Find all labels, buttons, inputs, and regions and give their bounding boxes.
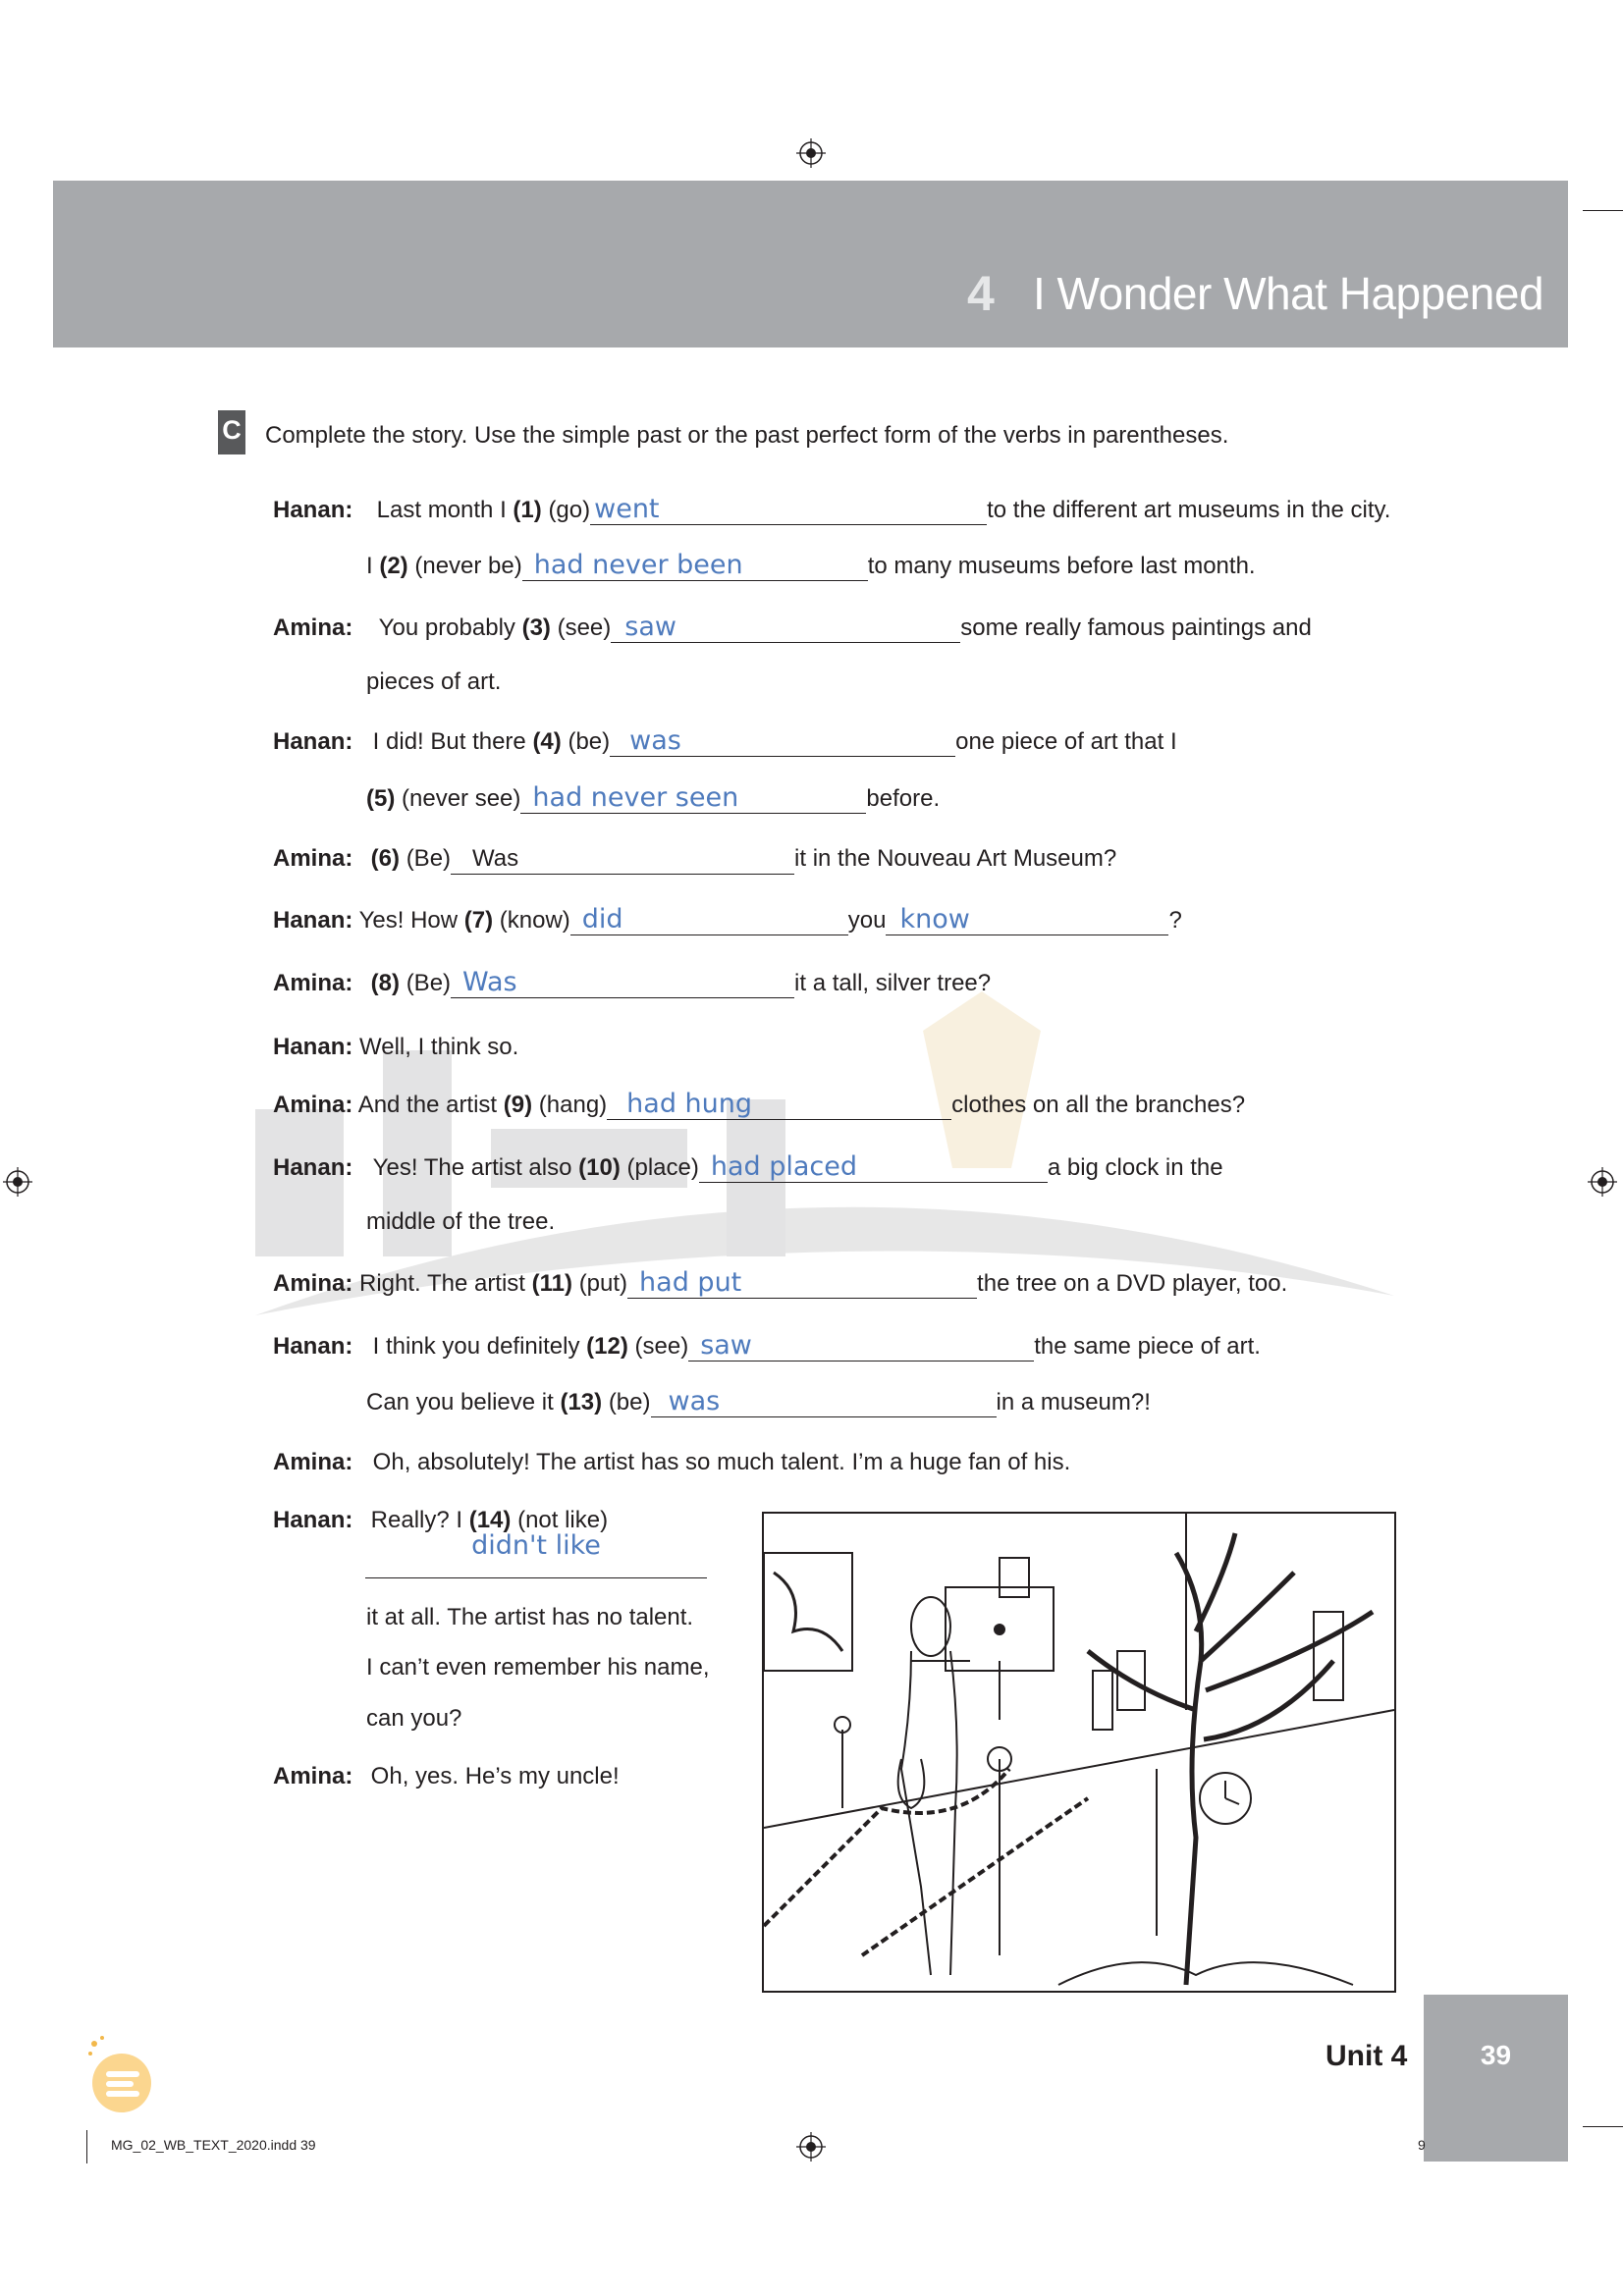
footer-page-tab — [1424, 1995, 1568, 2162]
answer-text: had never been — [533, 550, 743, 580]
speaker-label: Amina: — [273, 1763, 353, 1789]
line-text: Right. The artist — [359, 1270, 525, 1297]
line-text: a big clock in the — [1047, 1154, 1223, 1181]
line-text: And the artist — [357, 1092, 498, 1118]
line-text: Last month I — [376, 497, 507, 523]
unit-title: I Wonder What Happened — [1033, 268, 1544, 319]
item-number: (1) — [513, 497, 542, 523]
item-number: (11) — [531, 1270, 573, 1297]
dialogue-line-17 — [273, 1443, 1070, 1482]
dialogue-line-7 — [273, 839, 1116, 879]
line-text: the tree on a DVD player, too. — [977, 1270, 1288, 1297]
speaker-label: Hanan: — [273, 1507, 353, 1533]
dialogue-line-14 — [273, 1264, 1287, 1304]
answer-text: had put — [639, 1267, 742, 1298]
answer-text: had placed — [710, 1151, 858, 1182]
dialogue-line-4: pieces of art. — [366, 668, 502, 695]
line-text: Yes! How — [358, 907, 459, 934]
item-number: (4) — [532, 728, 562, 755]
speaker-label: Amina: — [273, 614, 353, 641]
answer-blank[interactable] — [651, 1386, 997, 1417]
item-number: (12) — [586, 1333, 628, 1360]
item-number: (10) — [578, 1154, 621, 1181]
answer-blank[interactable] — [688, 1330, 1034, 1362]
line-text: Well, I think so. — [359, 1034, 519, 1060]
line-text: I did! But there — [372, 728, 526, 755]
exercise-instructions: Complete the story. Use the simple past or the past perfect form of the verbs in parentheses. — [265, 422, 1229, 449]
answer-blank[interactable] — [365, 1531, 707, 1578]
line-text: to many museums before last month. — [867, 553, 1256, 579]
verb-prompt: (know) — [499, 907, 570, 934]
verb-prompt: (Be) — [406, 970, 452, 996]
verb-prompt: (place) — [626, 1154, 699, 1181]
line-text: Can you believe it — [366, 1389, 554, 1415]
dialogue-line-16 — [366, 1383, 1151, 1422]
answer-text: had hung — [626, 1089, 753, 1119]
answer-text: know — [899, 904, 970, 934]
speaker-label: Hanan: — [273, 1034, 353, 1060]
answer-text: was — [629, 725, 681, 756]
verb-prompt: (Be) — [406, 845, 452, 872]
speaker-label: Amina: — [273, 1092, 353, 1118]
verb-prompt: (go) — [548, 497, 591, 523]
answer-text: went — [594, 494, 660, 524]
item-number: (3) — [521, 614, 551, 641]
verb-prompt: (hang) — [538, 1092, 608, 1118]
answer-blank[interactable] — [570, 904, 848, 935]
line-text: I — [366, 553, 373, 579]
unit-header-band — [53, 181, 1568, 347]
verb-prompt: (not like) — [517, 1507, 609, 1533]
unit-number: 4 — [967, 266, 995, 321]
dialogue-line-22 — [273, 1757, 620, 1796]
answer-blank[interactable] — [611, 612, 960, 643]
answer-blank[interactable] — [627, 1267, 977, 1299]
line-text: it a tall, silver tree? — [794, 970, 992, 996]
item-number: (7) — [463, 907, 494, 934]
line-text: Yes! The artist also — [372, 1154, 572, 1181]
art-tree-sculpture-icon — [764, 1514, 1394, 1991]
answer-blank[interactable] — [886, 904, 1168, 935]
speaker-label: Hanan: — [273, 907, 353, 934]
line-text: Oh, absolutely! The artist has so much talent. I’m a huge fan of his. — [372, 1449, 1071, 1475]
answer-blank[interactable] — [610, 725, 955, 757]
dialogue-line-2 — [366, 547, 1256, 586]
registration-mark-icon — [1588, 1167, 1617, 1197]
answer-text: Was — [462, 967, 517, 997]
publisher-logo-icon — [84, 2030, 155, 2114]
speaker-label: Hanan: — [273, 1333, 353, 1360]
section-letter: C — [218, 410, 245, 454]
answer-blank[interactable] — [520, 782, 866, 814]
line-text: to the different art museums in the city. — [987, 497, 1391, 523]
registration-mark-icon — [796, 2132, 826, 2162]
verb-prompt: (never be) — [414, 553, 522, 579]
speaker-label: Amina: — [273, 845, 353, 872]
line-text: ? — [1168, 907, 1182, 934]
line-text: I think you definitely — [372, 1333, 580, 1360]
file-slug-right: 9 — [1418, 2137, 1426, 2153]
answer-text: was — [668, 1386, 721, 1416]
trim-mark — [1583, 210, 1623, 211]
trim-mark — [86, 2130, 87, 2163]
dialogue-line-9 — [273, 964, 991, 1003]
line-text: clothes on all the branches? — [951, 1092, 1246, 1118]
answer-blank[interactable] — [590, 494, 987, 525]
answer-blank[interactable] — [522, 550, 868, 581]
line-text: Oh, yes. He’s my uncle! — [370, 1763, 620, 1789]
verb-prompt: (be) — [568, 728, 611, 755]
line-text: the same piece of art. — [1034, 1333, 1261, 1360]
registration-mark-icon — [3, 1167, 32, 1197]
page-number: 39 — [1480, 2040, 1512, 2070]
item-number: (8) — [370, 970, 401, 996]
dialogue-line-6 — [366, 779, 940, 819]
dialogue-line-10 — [273, 1028, 518, 1067]
speaker-label: Hanan: — [273, 1154, 353, 1181]
item-number: (14) — [468, 1507, 512, 1533]
dialogue-line-19: it at all. The artist has no talent. — [366, 1604, 694, 1630]
file-slug: MG_02_WB_TEXT_2020.indd 39 — [111, 2137, 316, 2153]
answer-text: had never seen — [532, 782, 739, 813]
trim-mark — [1583, 2126, 1623, 2127]
verb-prompt: (put) — [578, 1270, 628, 1297]
speaker-label: Amina: — [273, 1270, 353, 1297]
line-text: Really? I — [370, 1507, 463, 1533]
dialogue-line-13: middle of the tree. — [366, 1208, 556, 1235]
item-number: (13) — [560, 1389, 603, 1415]
footer-unit-label: Unit 4 — [1325, 2040, 1408, 2072]
museum-illustration — [762, 1512, 1396, 1993]
line-text: in a museum?! — [996, 1389, 1151, 1415]
item-number: (9) — [503, 1092, 533, 1118]
registration-mark-icon — [796, 138, 826, 168]
line-text: You probably — [378, 614, 515, 641]
line-text: some really famous paintings and — [960, 614, 1312, 641]
answer-text: Was — [472, 845, 519, 872]
item-number: (2) — [379, 553, 408, 579]
answer-text: saw — [700, 1330, 752, 1361]
speaker-label: Hanan: — [273, 497, 353, 523]
speaker-label: Amina: — [273, 1449, 353, 1475]
dialogue-line-21: can you? — [366, 1705, 462, 1732]
line-text: you — [847, 907, 887, 934]
verb-prompt: (see) — [634, 1333, 689, 1360]
line-text: before. — [866, 785, 941, 812]
answer-blank[interactable] — [607, 1089, 951, 1120]
verb-prompt: (never see) — [402, 785, 521, 812]
dialogue-line-20: I can’t even remember his name, — [366, 1654, 710, 1681]
speaker-label: Hanan: — [273, 728, 353, 755]
dialogue-line-8 — [273, 901, 1182, 940]
dialogue-line-3 — [273, 609, 1312, 648]
answer-blank[interactable] — [699, 1151, 1048, 1183]
verb-prompt: (see) — [557, 614, 612, 641]
line-text: one piece of art that I — [955, 728, 1177, 755]
item-number: (6) — [370, 845, 401, 872]
speaker-label: Amina: — [273, 970, 353, 996]
dialogue-line-1 — [273, 491, 1390, 530]
dialogue-line-12 — [273, 1148, 1223, 1188]
line-text: it in the Nouveau Art Museum? — [794, 845, 1117, 872]
answer-text: saw — [624, 612, 676, 642]
dialogue-line-5 — [273, 722, 1177, 762]
dialogue-line-15 — [273, 1327, 1261, 1366]
answer-text: didn't like — [471, 1530, 601, 1561]
answer-text: did — [581, 904, 623, 934]
dialogue-line-11 — [273, 1086, 1245, 1125]
answer-blank[interactable] — [451, 843, 794, 875]
answer-blank[interactable] — [451, 967, 794, 998]
item-number: (5) — [366, 785, 396, 812]
verb-prompt: (be) — [608, 1389, 651, 1415]
